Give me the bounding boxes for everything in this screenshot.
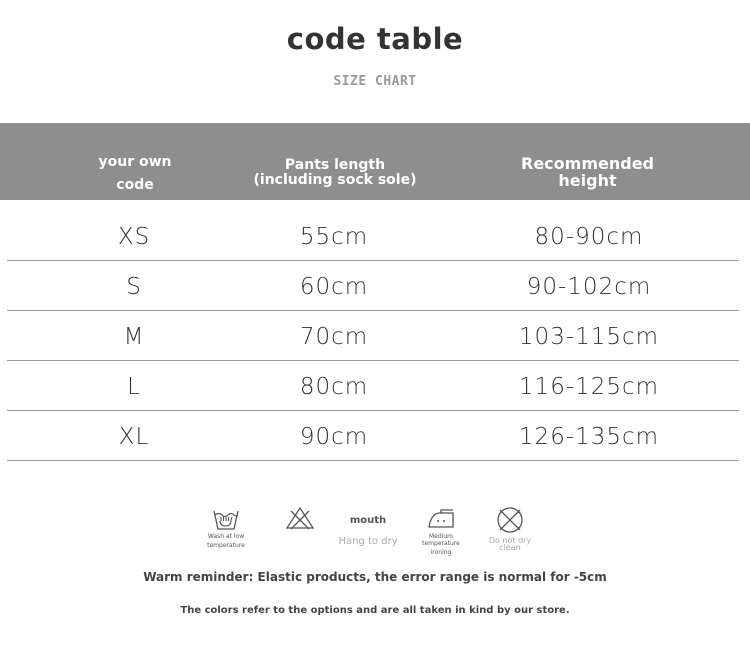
- wash-low-temperature-icon: [211, 505, 241, 531]
- header-height: [490, 155, 685, 189]
- store-note: The colors refer to the options and are all taken in kind by our store.: [180, 605, 570, 616]
- warm-reminder: Warm reminder: Elastic products, the error range is normal for -5cm: [143, 570, 607, 584]
- iron-medium-icon: [426, 505, 456, 531]
- page-title: code table: [286, 22, 464, 56]
- header-code-line2: code: [116, 177, 154, 193]
- table-row: [7, 260, 739, 311]
- table-row: [7, 410, 739, 461]
- pants-length: 60cm: [299, 274, 369, 300]
- care-hang: [336, 505, 400, 547]
- pants-length: 90cm: [299, 424, 369, 450]
- hang-label: Hang to dry: [338, 536, 398, 547]
- no-dry-clean-icon: [495, 505, 525, 535]
- care-bleach: [283, 505, 317, 531]
- recommended-height: 80-90cm: [534, 224, 644, 250]
- table-row: [7, 360, 739, 411]
- size-code: L: [127, 374, 141, 400]
- care-dryclean: [478, 505, 542, 551]
- recommended-height: 116-125cm: [518, 374, 660, 400]
- table-header: [0, 123, 750, 200]
- header-length-line1: Pants length: [284, 157, 386, 173]
- table-row: [7, 310, 739, 361]
- header-length-line2: (including sock sole): [253, 172, 417, 188]
- iron-label-line1: Medium temperature: [422, 533, 460, 547]
- iron-label-line2: ironing: [430, 549, 452, 556]
- header-height-line2: height: [558, 171, 617, 190]
- header-code-line1: your own: [98, 154, 172, 170]
- pants-length: 80cm: [299, 374, 369, 400]
- dryclean-label: Do not dry clean: [488, 536, 532, 552]
- header-height-line1: Recommended: [521, 154, 654, 173]
- header-length: [240, 158, 430, 188]
- size-code: XL: [118, 424, 150, 450]
- no-bleach-icon: [285, 505, 315, 531]
- wash-label-line2: temperature: [207, 542, 245, 549]
- pants-length: 70cm: [299, 324, 369, 350]
- size-code: M: [123, 324, 145, 350]
- size-code: XS: [117, 224, 151, 250]
- care-iron: [410, 505, 472, 556]
- wash-label-line1: Wash at low: [207, 533, 245, 540]
- hang-title: mouth: [349, 515, 387, 526]
- size-code: S: [126, 274, 142, 300]
- recommended-height: 103-115cm: [518, 324, 660, 350]
- recommended-height: 126-135cm: [518, 424, 660, 450]
- table-row: [7, 210, 739, 261]
- page-subtitle: SIZE CHART: [333, 74, 417, 89]
- recommended-height: 90-102cm: [526, 274, 652, 300]
- header-code: [85, 151, 185, 197]
- care-wash: [202, 505, 250, 549]
- pants-length: 55cm: [299, 224, 369, 250]
